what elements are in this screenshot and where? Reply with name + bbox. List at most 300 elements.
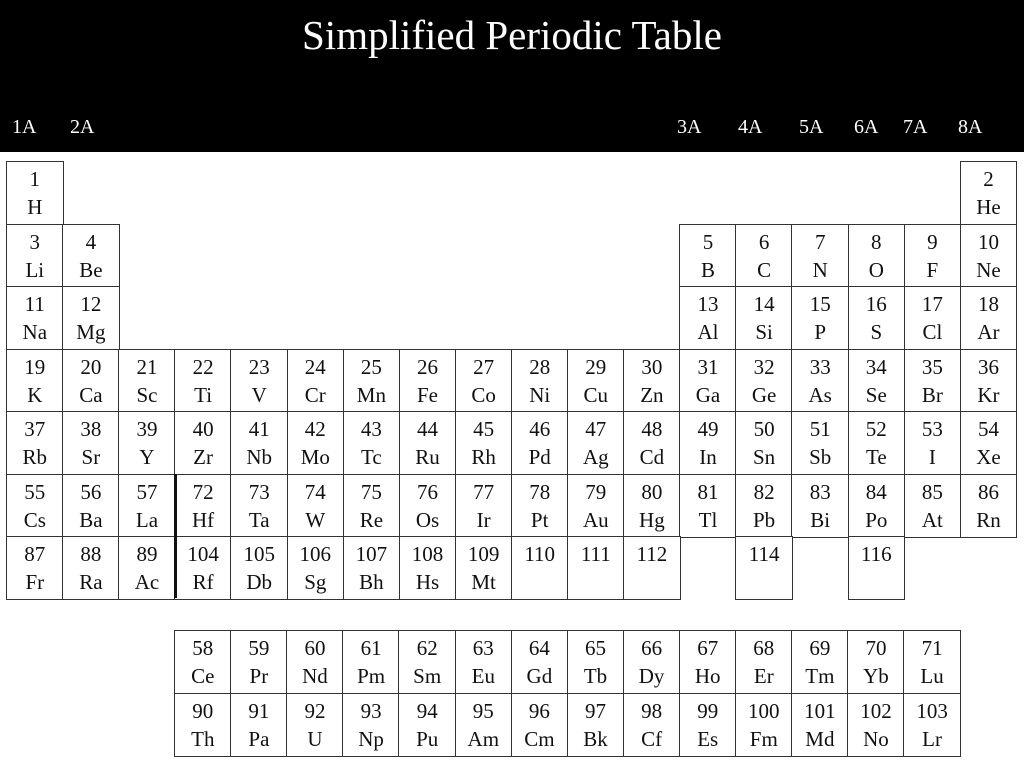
element-cell: [791, 474, 849, 538]
element-cell: [735, 474, 793, 538]
atomic-number: 69: [809, 636, 831, 660]
element-symbol: Ga: [695, 382, 721, 407]
element-cell: [904, 411, 962, 475]
atomic-number: 57: [136, 479, 158, 504]
atomic-number: 97: [584, 698, 606, 723]
element-cell: [679, 693, 737, 757]
atomic-number: 111: [580, 542, 611, 566]
atomic-number: 31: [697, 354, 719, 379]
atomic-number: 8: [871, 229, 882, 254]
atomic-number: 102: [860, 698, 892, 723]
element-symbol: Re: [359, 507, 384, 532]
element-cell: [399, 536, 457, 600]
element-symbol: Hf: [192, 507, 215, 532]
element-symbol: Ni: [529, 382, 551, 407]
element-symbol: Md: [805, 726, 835, 751]
atomic-number: 103: [916, 698, 948, 723]
atomic-number: 33: [809, 354, 831, 379]
atomic-number: 88: [80, 542, 102, 566]
atomic-number: 116: [860, 542, 892, 566]
atomic-number: 20: [80, 354, 102, 379]
element-symbol: No: [863, 726, 889, 751]
atomic-number: 91: [248, 698, 270, 723]
element-symbol: Al: [697, 320, 719, 344]
atomic-number: 68: [753, 636, 775, 660]
element-symbol: Bh: [359, 570, 384, 594]
element-symbol: Pt: [530, 507, 549, 532]
atomic-number: 76: [416, 479, 438, 504]
element-symbol: Rf: [192, 570, 214, 594]
element-symbol: Te: [865, 445, 887, 469]
element-symbol: Hs: [415, 570, 440, 594]
element-cell: [62, 536, 120, 600]
element-cell: [455, 630, 513, 694]
element-cell: [230, 693, 288, 757]
element-cell: [567, 536, 625, 600]
atomic-number: 15: [809, 292, 831, 316]
element-cell: [62, 349, 120, 413]
element-symbol: Y: [139, 445, 155, 469]
atomic-number: 79: [585, 479, 607, 504]
element-cell: [174, 474, 232, 538]
atomic-number: 41: [248, 417, 270, 441]
atomic-number: 17: [921, 292, 943, 316]
atomic-number: 21: [136, 354, 158, 379]
atomic-number: 110: [524, 542, 556, 566]
title-banner: [0, 0, 1024, 152]
element-symbol: Hg: [639, 507, 665, 532]
element-symbol: Gd: [526, 664, 553, 688]
element-symbol: Tl: [698, 507, 718, 532]
group-label-8a: 8A: [958, 116, 983, 138]
element-symbol: Sn: [753, 445, 776, 469]
element-symbol: Ru: [415, 445, 440, 469]
element-cell: [960, 161, 1018, 225]
element-symbol: P: [814, 320, 827, 344]
element-cell: [960, 286, 1018, 350]
group-label-1a: 1A: [12, 116, 37, 138]
atomic-number: 53: [921, 417, 943, 441]
atomic-number: 105: [243, 542, 275, 566]
element-cell: [567, 474, 625, 538]
atomic-number: 14: [753, 292, 775, 316]
element-cell: [623, 693, 681, 757]
atomic-number: 94: [416, 698, 438, 723]
element-symbol: Cm: [524, 726, 555, 751]
element-symbol: Fm: [749, 726, 778, 751]
element-symbol: Sr: [81, 445, 101, 469]
atomic-number: 18: [977, 292, 999, 316]
element-cell: [623, 349, 681, 413]
element-symbol: Ta: [248, 507, 270, 532]
atomic-number: 64: [528, 636, 550, 660]
element-cell: [679, 286, 737, 350]
page-title: Simplified Periodic Table: [302, 12, 722, 58]
element-cell: [118, 474, 176, 538]
element-symbol: W: [305, 507, 326, 532]
element-symbol: Db: [246, 570, 273, 594]
atomic-number: 10: [977, 229, 999, 254]
element-symbol: Rh: [471, 445, 496, 469]
atomic-number: 71: [921, 636, 943, 660]
atomic-number: 11: [24, 292, 45, 316]
atomic-number: 60: [304, 636, 326, 660]
element-cell: [735, 630, 793, 694]
atomic-number: 34: [865, 354, 887, 379]
element-cell: [623, 630, 681, 694]
element-symbol: Na: [22, 320, 48, 344]
element-symbol: Nb: [246, 445, 273, 469]
atomic-number: 4: [85, 229, 97, 254]
atomic-number: 55: [24, 479, 46, 504]
element-symbol: Sm: [413, 664, 442, 688]
element-symbol: Po: [865, 507, 888, 532]
element-cell: [343, 474, 401, 538]
element-symbol: O: [868, 257, 884, 282]
atomic-number: 43: [360, 417, 382, 441]
atomic-number: 45: [473, 417, 495, 441]
atomic-number: 98: [641, 698, 663, 723]
atomic-number: 42: [304, 417, 326, 441]
atomic-number: 35: [921, 354, 943, 379]
element-symbol: Ra: [79, 570, 103, 594]
element-symbol: Bi: [810, 507, 831, 532]
element-symbol: As: [808, 382, 832, 407]
element-cell: [567, 630, 625, 694]
element-cell: [398, 693, 456, 757]
atomic-number: 82: [753, 479, 775, 504]
element-cell: [174, 411, 232, 475]
element-symbol: Yb: [863, 664, 889, 688]
element-cell: [455, 474, 513, 538]
element-cell: [848, 536, 906, 600]
element-cell: [287, 536, 345, 600]
group-label-5a: 5A: [799, 116, 824, 138]
element-symbol: Mo: [300, 445, 330, 469]
element-symbol: Ba: [79, 507, 103, 532]
atomic-number: 54: [977, 417, 999, 441]
atomic-number: 90: [192, 698, 214, 723]
atomic-number: 29: [585, 354, 607, 379]
element-symbol: Tc: [361, 445, 382, 469]
element-cell: [735, 349, 793, 413]
atomic-number: 30: [641, 354, 663, 379]
atomic-number: 52: [865, 417, 887, 441]
element-symbol: Lr: [922, 726, 942, 751]
element-cell: [567, 349, 625, 413]
atomic-number: 104: [187, 542, 219, 566]
element-symbol: Pu: [416, 726, 439, 751]
element-cell: [847, 630, 905, 694]
element-cell: [904, 286, 962, 350]
element-cell: [230, 474, 288, 538]
element-symbol: Bk: [583, 726, 608, 751]
group-label-7a: 7A: [903, 116, 928, 138]
element-symbol: V: [251, 382, 267, 407]
element-symbol: Am: [467, 726, 500, 751]
atomic-number: 9: [927, 229, 938, 254]
element-cell: [287, 349, 345, 413]
element-cell: [342, 630, 400, 694]
atomic-number: 26: [416, 354, 438, 379]
atomic-number: 107: [355, 542, 388, 566]
element-symbol: Fe: [416, 382, 438, 407]
element-symbol: Cs: [23, 507, 46, 532]
element-symbol: Li: [25, 257, 45, 282]
atomic-number: 27: [473, 354, 495, 379]
element-symbol: Rn: [976, 507, 1001, 532]
element-cell: [62, 411, 120, 475]
element-cell: [343, 411, 401, 475]
atomic-number: 67: [697, 636, 719, 660]
atomic-number: 61: [360, 636, 382, 660]
element-cell: [847, 693, 905, 757]
element-cell: [511, 474, 569, 538]
element-cell: [679, 630, 737, 694]
element-symbol: He: [976, 195, 1001, 219]
atomic-number: 46: [529, 417, 551, 441]
element-cell: [455, 536, 513, 600]
atomic-number: 73: [248, 479, 270, 504]
element-cell: [399, 474, 457, 538]
element-cell: [903, 630, 961, 694]
element-symbol: Ca: [79, 382, 103, 407]
atomic-number: 40: [192, 417, 214, 441]
element-symbol: N: [812, 257, 828, 282]
element-symbol: Si: [755, 320, 773, 344]
atomic-number: 1: [29, 167, 41, 191]
element-symbol: Mt: [471, 570, 496, 594]
element-cell: [735, 693, 793, 757]
element-cell: [679, 224, 737, 288]
element-symbol: Nd: [302, 664, 328, 688]
atomic-number: 66: [641, 636, 663, 660]
element-symbol: Ne: [976, 257, 1001, 282]
element-cell: [679, 349, 737, 413]
element-symbol: Ce: [191, 664, 215, 688]
atomic-number: 58: [192, 636, 214, 660]
atomic-number: 12: [80, 292, 102, 316]
atomic-number: 13: [697, 292, 719, 316]
atomic-number: 28: [529, 354, 551, 379]
atomic-number: 77: [473, 479, 495, 504]
atomic-number: 39: [136, 417, 158, 441]
element-cell: [398, 630, 456, 694]
element-symbol: Sg: [304, 570, 327, 594]
element-symbol: Eu: [471, 664, 495, 688]
element-symbol: Sb: [809, 445, 832, 469]
element-cell: [287, 474, 345, 538]
atomic-number: 59: [248, 636, 270, 660]
atomic-number: 93: [360, 698, 382, 723]
element-symbol: K: [27, 382, 43, 407]
element-symbol: Cd: [639, 445, 665, 469]
element-symbol: Pd: [528, 445, 551, 469]
group-label-3a: 3A: [677, 116, 702, 138]
atomic-number: 84: [865, 479, 887, 504]
element-cell: [791, 411, 849, 475]
element-cell: [791, 693, 849, 757]
element-cell: [455, 349, 513, 413]
atomic-number: 50: [753, 417, 775, 441]
element-symbol: Ho: [694, 664, 721, 688]
element-symbol: Cl: [922, 320, 943, 344]
element-cell: [399, 411, 457, 475]
element-symbol: Ac: [134, 570, 160, 594]
element-symbol: Lu: [920, 664, 944, 688]
element-cell: [6, 286, 64, 350]
atomic-number: 72: [192, 479, 214, 504]
element-symbol: Ti: [194, 382, 213, 407]
element-cell: [735, 224, 793, 288]
element-cell: [62, 224, 120, 288]
atomic-number: 23: [248, 354, 270, 379]
element-cell: [791, 630, 849, 694]
atomic-number: 51: [809, 417, 831, 441]
atomic-number: 24: [304, 354, 326, 379]
element-cell: [230, 536, 288, 600]
element-symbol: Ge: [751, 382, 777, 407]
element-cell: [735, 411, 793, 475]
element-cell: [735, 536, 793, 600]
element-cell: [735, 286, 793, 350]
atomic-number: 78: [529, 479, 551, 504]
element-cell: [791, 224, 849, 288]
element-cell: [286, 630, 344, 694]
atomic-number: 83: [809, 479, 831, 504]
element-symbol: Ir: [476, 507, 491, 532]
element-symbol: Pa: [248, 726, 270, 751]
atomic-number: 62: [416, 636, 438, 660]
element-symbol: Be: [79, 257, 103, 282]
element-symbol: Pb: [753, 507, 776, 532]
element-cell: [230, 630, 288, 694]
atomic-number: 106: [299, 542, 332, 566]
atomic-number: 109: [467, 542, 500, 566]
element-symbol: Br: [921, 382, 943, 407]
element-symbol: I: [928, 445, 936, 469]
element-cell: [62, 286, 120, 350]
element-cell: [174, 630, 232, 694]
atomic-number: 37: [24, 417, 46, 441]
atomic-number: 65: [584, 636, 606, 660]
element-symbol: Tm: [805, 664, 835, 688]
element-cell: [511, 349, 569, 413]
element-cell: [62, 474, 120, 538]
element-symbol: Cf: [641, 726, 663, 751]
element-symbol: Mg: [76, 320, 106, 344]
element-cell: [960, 224, 1018, 288]
element-symbol: Co: [471, 382, 496, 407]
group-label-6a: 6A: [854, 116, 879, 138]
element-symbol: U: [307, 726, 323, 751]
atomic-number: 48: [641, 417, 663, 441]
element-cell: [903, 693, 961, 757]
atomic-number: 92: [304, 698, 326, 723]
element-cell: [848, 474, 906, 538]
element-cell: [287, 411, 345, 475]
atomic-number: 16: [865, 292, 887, 316]
element-cell: [455, 411, 513, 475]
atomic-number: 44: [416, 417, 438, 441]
element-symbol: H: [27, 195, 43, 219]
element-symbol: Ag: [582, 445, 609, 469]
element-symbol: Tb: [583, 664, 608, 688]
atomic-number: 99: [697, 698, 719, 723]
element-symbol: C: [757, 257, 772, 282]
element-cell: [511, 693, 569, 757]
element-symbol: Au: [582, 507, 609, 532]
element-cell: [286, 693, 344, 757]
element-cell: [455, 693, 513, 757]
element-cell: [567, 411, 625, 475]
atomic-number: 95: [472, 698, 494, 723]
element-symbol: At: [921, 507, 943, 532]
atomic-number: 56: [80, 479, 102, 504]
element-cell: [679, 411, 737, 475]
atomic-number: 19: [24, 354, 46, 379]
element-cell: [511, 630, 569, 694]
element-symbol: Zn: [640, 382, 664, 407]
element-symbol: In: [699, 445, 717, 469]
element-symbol: Er: [753, 664, 774, 688]
element-cell: [623, 411, 681, 475]
atomic-number: 6: [758, 229, 770, 254]
group-label-4a: 4A: [738, 116, 763, 138]
element-cell: [623, 536, 681, 600]
element-cell: [6, 161, 64, 225]
atomic-number: 85: [921, 479, 943, 504]
element-cell: [791, 286, 849, 350]
element-symbol: Ar: [977, 320, 1000, 344]
element-symbol: Cr: [304, 382, 326, 407]
atomic-number: 86: [977, 479, 999, 504]
group-label-2a: 2A: [70, 116, 95, 138]
atomic-number: 63: [472, 636, 494, 660]
atomic-number: 87: [24, 542, 46, 566]
atomic-number: 5: [702, 229, 714, 254]
element-cell: [6, 411, 64, 475]
element-symbol: Es: [697, 726, 719, 751]
element-symbol: Cu: [583, 382, 609, 407]
element-cell: [679, 474, 737, 538]
atomic-number: 89: [136, 542, 158, 566]
atomic-number: 32: [753, 354, 775, 379]
element-cell: [791, 349, 849, 413]
element-cell: [511, 411, 569, 475]
atomic-number: 75: [360, 479, 382, 504]
element-cell: [6, 536, 64, 600]
element-cell: [960, 411, 1018, 475]
lanthanide-actinide-divider: [174, 474, 177, 598]
atomic-number: 49: [697, 417, 719, 441]
atomic-number: 22: [192, 354, 214, 379]
element-cell: [623, 474, 681, 538]
atomic-number: 70: [865, 636, 887, 660]
element-symbol: Dy: [638, 664, 665, 688]
element-symbol: Mn: [356, 382, 386, 407]
element-symbol: B: [700, 257, 715, 282]
element-cell: [174, 536, 232, 600]
element-symbol: Th: [191, 726, 215, 751]
atomic-number: 74: [304, 479, 326, 504]
element-cell: [904, 349, 962, 413]
element-cell: [511, 536, 569, 600]
element-cell: [848, 411, 906, 475]
element-cell: [118, 349, 176, 413]
element-cell: [230, 411, 288, 475]
element-cell: [342, 693, 400, 757]
